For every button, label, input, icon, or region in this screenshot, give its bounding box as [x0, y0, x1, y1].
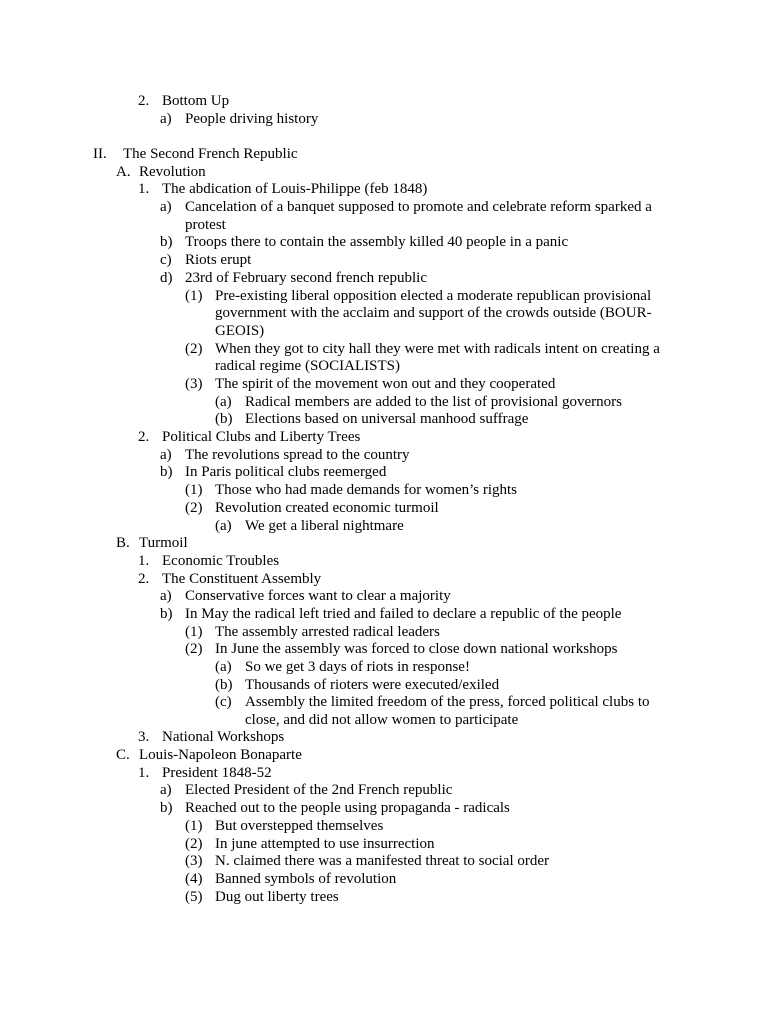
outline-text: Revolution — [139, 164, 206, 180]
outline-text: Troops there to contain the assembly killed 40 people in a panic — [185, 234, 569, 250]
outline-marker: (b) — [215, 411, 233, 427]
outline-marker: 2. — [138, 93, 150, 109]
outline-marker: a) — [160, 588, 172, 604]
outline-marker: (b) — [215, 677, 233, 693]
outline-text: Elected President of the 2nd French republic — [185, 782, 453, 798]
outline-marker: d) — [160, 270, 173, 286]
outline-text: government with the acclaim and support of the crowds outside (BOUR- — [215, 305, 652, 321]
outline-text: Cancelation of a banquet supposed to promote and celebrate reform sparked a — [185, 199, 652, 215]
outline-marker: b) — [160, 800, 173, 816]
outline-marker: (2) — [185, 641, 203, 657]
outline-marker: A. — [116, 164, 131, 180]
outline-text: So we get 3 days of riots in response! — [245, 659, 470, 675]
outline-marker: (2) — [185, 500, 203, 516]
outline-text: Dug out liberty trees — [215, 889, 339, 905]
outline-marker: b) — [160, 606, 173, 622]
outline-text: Thousands of rioters were executed/exiled — [245, 677, 500, 693]
outline-text: Political Clubs and Liberty Trees — [162, 429, 361, 445]
outline-text: N. claimed there was a manifested threat to social order — [215, 853, 550, 869]
outline-marker: (3) — [185, 376, 203, 392]
outline-text: But overstepped themselves — [215, 818, 384, 834]
outline-text: The Constituent Assembly — [162, 571, 322, 587]
outline-text: 23rd of February second french republic — [185, 270, 427, 286]
outline-text: protest — [185, 217, 226, 233]
outline-marker: (1) — [185, 288, 203, 304]
outline-marker: a) — [160, 447, 172, 463]
outline-text: Bottom Up — [162, 93, 230, 109]
outline-marker: (c) — [215, 694, 232, 710]
outline-text: National Workshops — [162, 729, 285, 745]
outline-text: President 1848-52 — [162, 765, 272, 781]
outline-text: Conservative forces want to clear a majority — [185, 588, 451, 604]
outline-text: Elections based on universal manhood suffrage — [245, 411, 529, 427]
outline-text: We get a liberal nightmare — [245, 518, 404, 534]
outline-text: The spirit of the movement won out and they cooperated — [215, 376, 556, 392]
outline-text: Radical members are added to the list of provisional governors — [245, 394, 622, 410]
outline-text: In june attempted to use insurrection — [215, 836, 435, 852]
outline-marker: (1) — [185, 624, 203, 640]
outline-marker: 2. — [138, 429, 150, 445]
outline-marker: a) — [160, 111, 172, 127]
outline-text: In May the radical left tried and failed to declare a republic of the people — [185, 606, 622, 622]
outline-marker: B. — [116, 535, 130, 551]
outline-text: People driving history — [185, 111, 319, 127]
outline-text: When they got to city hall they were met with radicals intent on creating a — [215, 341, 660, 357]
outline-text: The assembly arrested radical leaders — [215, 624, 440, 640]
outline-marker: (1) — [185, 482, 203, 498]
outline-text: Those who had made demands for women’s rights — [215, 482, 518, 498]
outline-text: Revolution created economic turmoil — [215, 500, 439, 516]
outline-text: Assembly the limited freedom of the press, forced political clubs to — [245, 694, 650, 710]
outline-marker: (5) — [185, 889, 203, 905]
outline-marker: (a) — [215, 659, 232, 675]
outline-text: Pre-existing liberal opposition elected a moderate republican provisional — [215, 288, 652, 304]
outline-text: In Paris political clubs reemerged — [185, 464, 387, 480]
outline-marker: (3) — [185, 853, 203, 869]
outline-marker: (a) — [215, 394, 232, 410]
outline-text: radical regime (SOCIALISTS) — [215, 358, 400, 374]
outline-marker: (2) — [185, 341, 203, 357]
outline-marker: a) — [160, 782, 172, 798]
outline-marker: 1. — [138, 765, 150, 781]
outline-marker: a) — [160, 199, 172, 215]
outline-marker: b) — [160, 234, 173, 250]
outline-marker: (2) — [185, 836, 203, 852]
outline-marker: 3. — [138, 729, 150, 745]
outline-marker: 2. — [138, 571, 150, 587]
outline-text: The Second French Republic — [123, 146, 298, 162]
outline-marker: (4) — [185, 871, 203, 887]
outline-marker: (a) — [215, 518, 232, 534]
outline-text: In June the assembly was forced to close down national workshops — [215, 641, 618, 657]
outline-marker: 1. — [138, 553, 150, 569]
outline-text: Banned symbols of revolution — [215, 871, 397, 887]
outline-text: Reached out to the people using propaganda - radicals — [185, 800, 510, 816]
outline-text: The abdication of Louis-Philippe (feb 1848) — [162, 181, 428, 197]
outline-text: close, and did not allow women to participate — [245, 712, 519, 728]
outline-text: Riots erupt — [185, 252, 252, 268]
outline-marker: C. — [116, 747, 130, 763]
outline-marker: 1. — [138, 181, 150, 197]
outline-text: The revolutions spread to the country — [185, 447, 410, 463]
outline-text: Economic Troubles — [162, 553, 280, 569]
outline-text: Louis-Napoleon Bonaparte — [139, 747, 302, 763]
outline-marker: (1) — [185, 818, 203, 834]
outline-marker: c) — [160, 252, 172, 268]
outline-marker: b) — [160, 464, 173, 480]
outline-marker: II. — [93, 146, 107, 162]
outline-text: Turmoil — [139, 535, 188, 551]
outline-text: GEOIS) — [215, 323, 265, 339]
